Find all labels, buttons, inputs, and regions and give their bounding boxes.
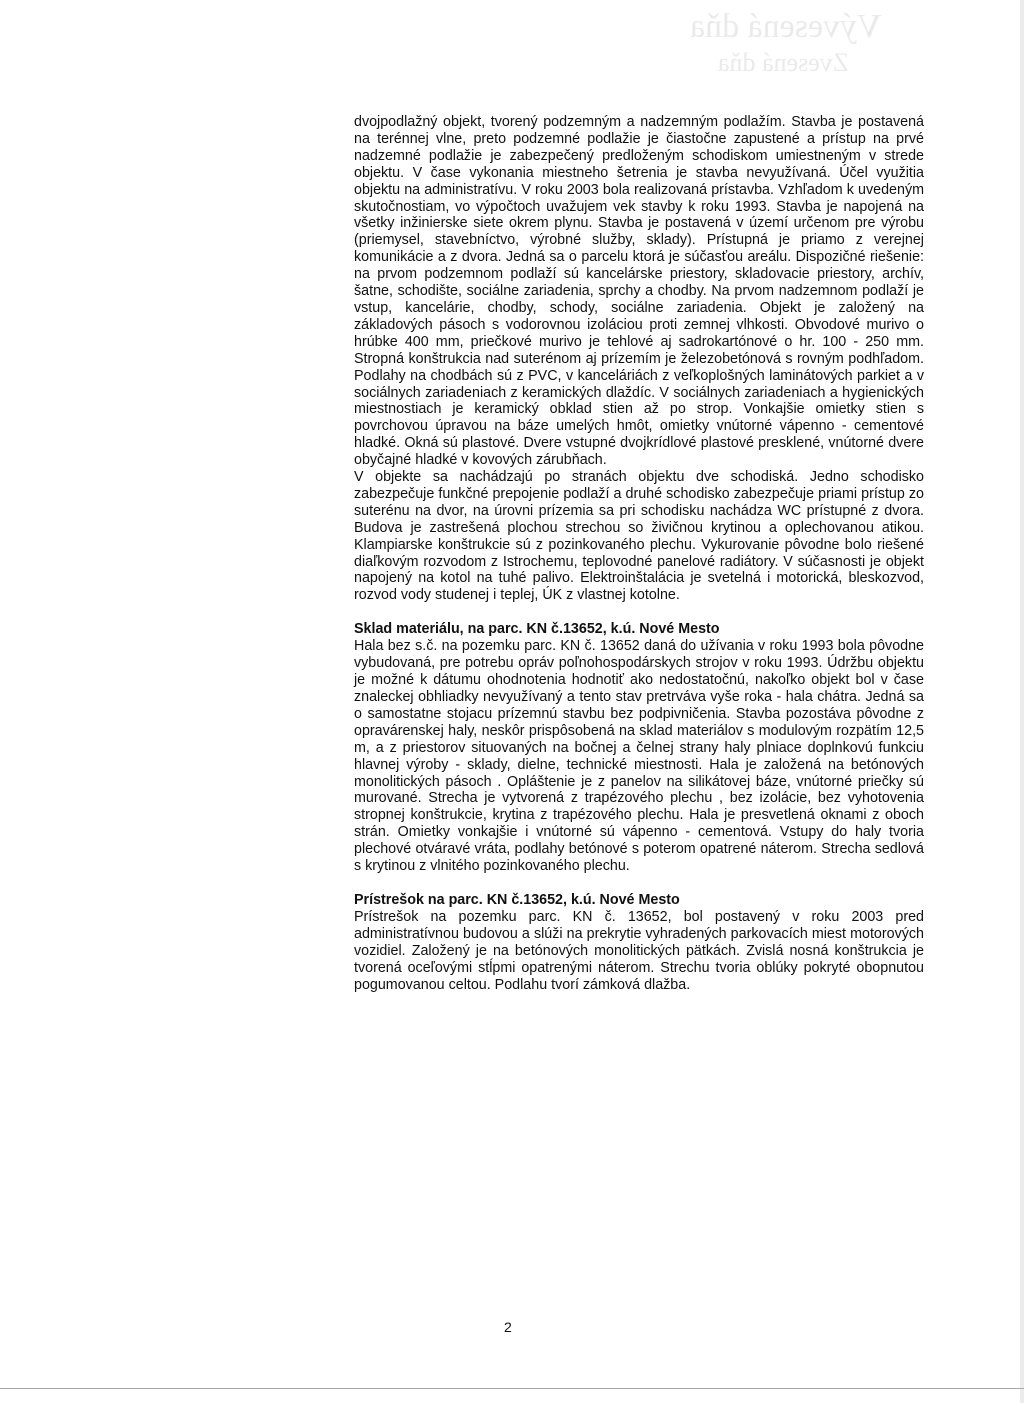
show-through-stamp-posted: Vývesená dňa (690, 8, 882, 45)
paragraph-staircases: V objekte sa nachádzajú po stranách objektu dve schodiská. Jedno schodisko zabezpečuje funkčné prepojenie podlaží a druhé schodisko zabezpečuje priami prístup zo suterénu na dvor, na úrovni prízemia sa pri schodisku nachádza WC prístupné z dvora. Budova je zastrešená plochou strechou so živičnou krytinou a oplechovanou atikou. Klampiarske konštrukcie sú z pozinkovaného plechu. Vykurovanie pôvodne bolo riešené diaľkovým rozvodom z Istrochemu, teplovodné panelové radiátory. V súčasnosti je objekt napojený na kotol na tuhé palivo. Elektroinštalácia je svetelná i motorická, bleskozvod, rozvod vody studenej i teplej, ÚK z vlastnej kotolne. (354, 469, 924, 604)
section-heading-shelter: Prístrešok na parc. KN č.13652, k.ú. Nové Mesto (354, 891, 680, 908)
show-through-stamp-removed: Zvesená dňa (718, 48, 849, 77)
paragraph-administrative-building: dvojpodlažný objekt, tvorený podzemným a nadzemným podlažím. Stavba je postavená na terénnej vlne, preto podzemné podlažie je čiastočne zapustené a prístup na prvé nadzemné podlažie je zabezpečený predloženým schodiskom umiestneným v strede objektu. V čase vykonania miestneho šetrenia je stavba nevyužívaná. Účel využitia objektu na administratívu. V roku 2003 bola realizovaná prístavba. Vzhľadom k uvedeným skutočnostiam, vo výpočtoch uvažujem vek stavby k roku 1993. Stavba je napojená na všetky inžinierske siete okrem plynu. Stavba je postavená v území určenom pre výrobu (priemysel, stavebníctvo, výrobné služby, sklady). Prístupná je priamo z verejnej komunikácie a z dvora. Jedná sa o parcelu ktorá je súčasťou areálu. Dispozičné riešenie: na prvom podzemnom podlaží sú kancelárske priestory, skladovacie priestory, archív, šatne, schodište, sociálne zariadenia, sprchy a chodby. Na prvom nadzemnom podlaží je vstup, kancelárie, chodby, schody, sociálne zariadenia. Objekt je založený na základových pásoch s vodorovnou izoláciou proti zemnej vlhkosti. Obvodové murivo o hrúbke 400 mm, priečkové murivo je tehlové aj sadrokartónové o hr. 100 - 250 mm. Stropná konštrukcia nad suterénom aj prízemím je železobetónová s rovným podhľadom. Podlahy na chodbách sú z PVC, v kanceláriách z veľkoplošných laminátových parkiet a v sociálnych zariadeniach z keramických dlaždíc. V sociálnych zariadeniach a hygienických miestnostiach je keramický obklad stien až po strop. Vonkajšie omietky stien s povrchovou úpravou na báze umelých hmôt, omietky vnútorné vápenno - cementové hladké. Okná sú plastové. Dvere vstupné dvojkrídlové plastové presklené, vnútorné dvere obyčajné hladké v kovových zárubňach. (354, 114, 924, 469)
paragraph-material-warehouse: Hala bez s.č. na pozemku parc. KN č. 13652 daná do užívania v roku 1993 bola pôvodne vybudovaná, pre potrebu opráv poľnohospodárskych strojov v roku 1993. Údržbu objektu je možné k dátumu ohodnotenia hodnotiť ako nedostatočnú, nakoľko objekt bol v čase znaleckej obhliadky nevyužívaný a tento stav pretrváva vyše roka - hala chátra. Jedná sa o samostatne stojacu prízemnú stavbu bez podpivničenia. Stavba pozostáva pôvodne z opravárenskej haly, neskôr prispôsobená na sklad materiálov s modulovým rozpätím 12,5 m, a z priestorov situovaných na bočnej a čelnej strany haly plniace doplnkovú funkciu hlavnej výroby - sklady, dielne, technické miestnosti. Hala je založená na betónových monolitických pásoch . Opláštenie je z panelov na silikátovej báze, vnútorné priečky sú murované. Strecha je vytvorená z trapézového plechu , bez izolácie, bez vyhotovenia stropnej konštrukcie, krytina z trapézového plechu. Hala je presvetlená oknami z oboch strán. Omietky vonkajšie i vnútorné sú vápenno - cementová. Vstupy do haly tvoria plechové otváravé vráta, podlahy betónové s poterom opatrené náterom. Strecha sedlová s krytinou z vlnitého pozinkovaného plechu. (354, 638, 924, 875)
paragraph-shelter: Prístrešok na pozemku parc. KN č. 13652, bol postavený v roku 2003 pred administratívnou budovou a slúži na prekrytie vyhradených parkovacích miest motorových vozidiel. Založený je na betónových monolitických pätkách. Zvislá nosná konštrukcia je tvorená oceľovými stĺpmi opatrenými náterom. Strechu tvoria oblúky pokryté obopnutou pogumovanou celtou. Podlahu tvorí zámková dlažba. (354, 908, 924, 993)
page-number: 2 (504, 1319, 512, 1335)
section-material-warehouse (354, 621, 924, 875)
section-shelter (354, 892, 924, 994)
bottom-scan-line (0, 1388, 1024, 1389)
document-body (354, 114, 924, 994)
section-heading-material-warehouse: Sklad materiálu, na parc. KN č.13652, k.ú. Nové Mesto (354, 621, 720, 638)
scan-edge-shadow (1020, 0, 1024, 1403)
